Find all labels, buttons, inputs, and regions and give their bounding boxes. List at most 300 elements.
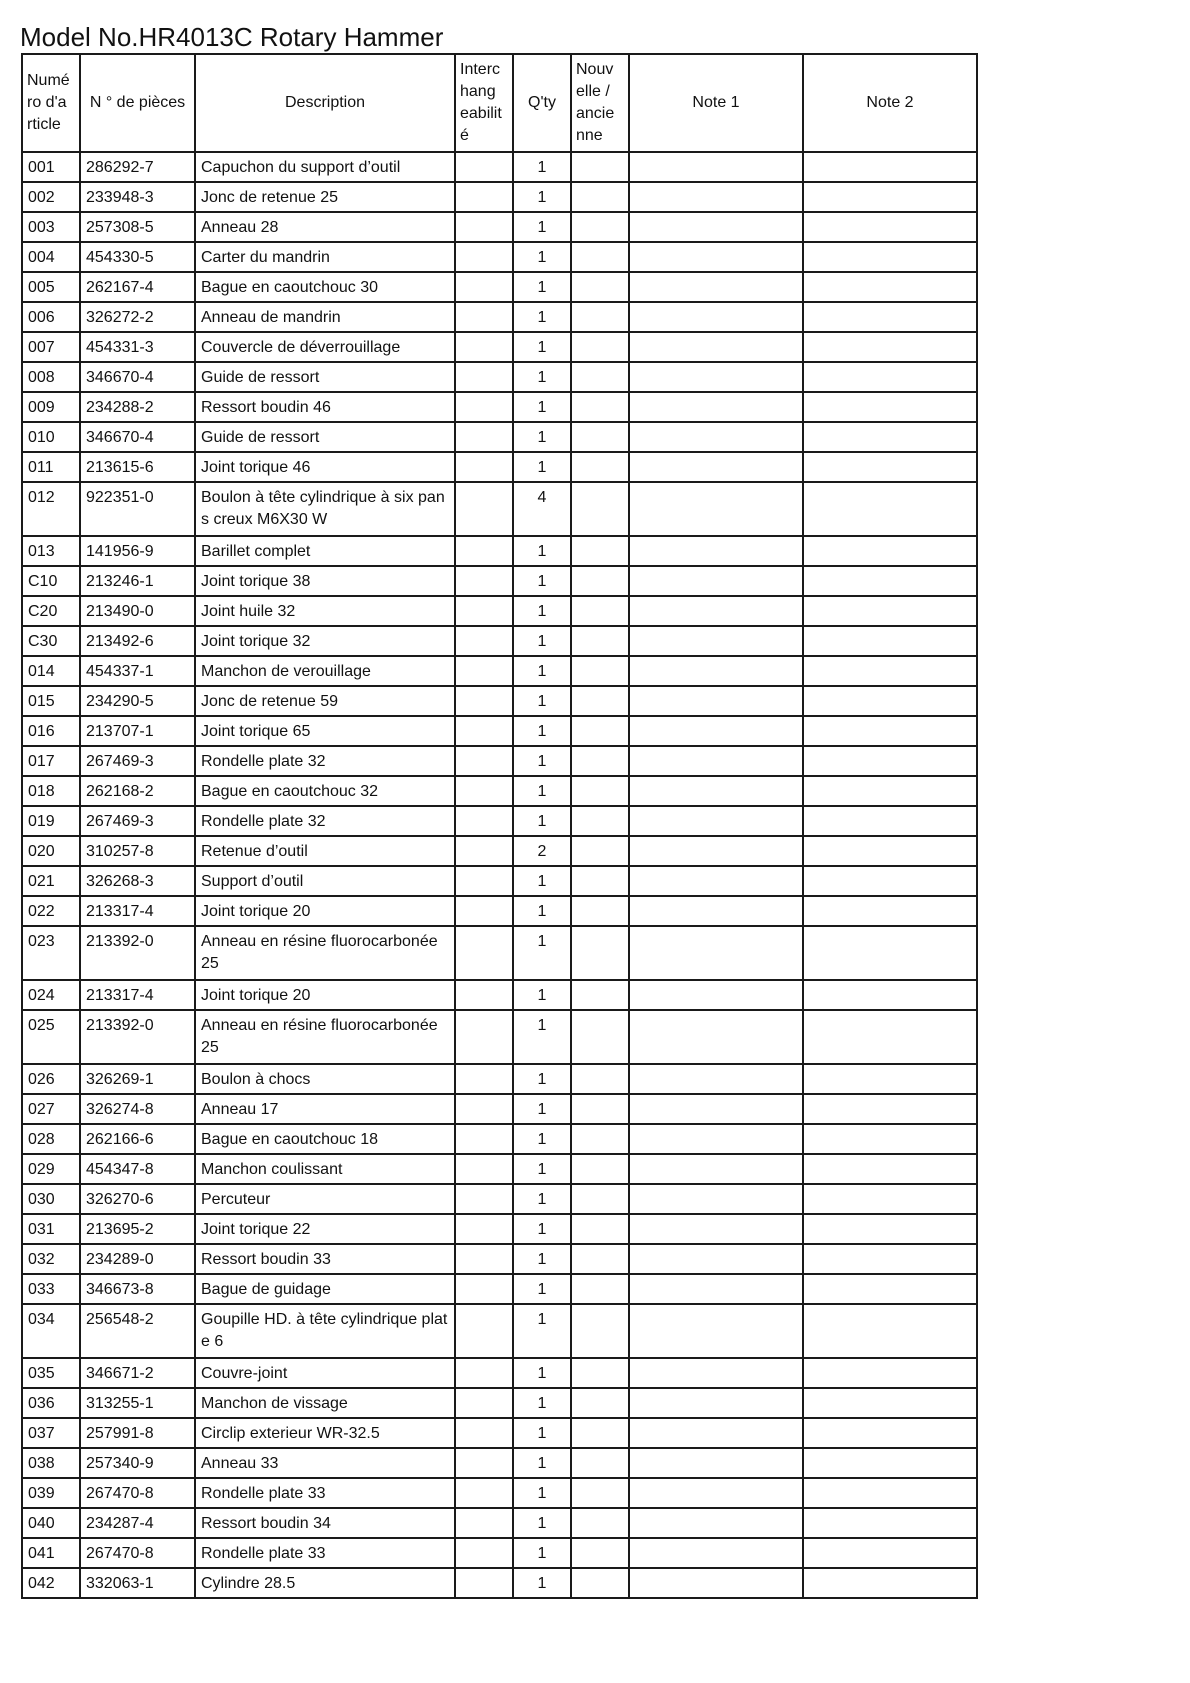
cell-description: Manchon coulissant xyxy=(195,1154,455,1184)
cell-new-old xyxy=(571,392,629,422)
cell-interchangeability xyxy=(455,182,513,212)
cell-description: Carter du mandrin xyxy=(195,242,455,272)
cell-description: Joint torique 38 xyxy=(195,566,455,596)
cell-description: Anneau en résine fluorocarbonée 25 xyxy=(195,1010,455,1064)
parts-table xyxy=(21,53,978,1599)
cell-note2 xyxy=(803,1274,977,1304)
cell-new-old xyxy=(571,362,629,392)
cell-new-old xyxy=(571,1568,629,1598)
cell-qty: 1 xyxy=(513,1508,571,1538)
cell-note2 xyxy=(803,806,977,836)
cell-new-old xyxy=(571,896,629,926)
cell-note2 xyxy=(803,896,977,926)
cell-item-no: 012 xyxy=(22,482,80,536)
header-part-no: N ° de pièces xyxy=(80,54,195,152)
cell-interchangeability xyxy=(455,1214,513,1244)
cell-description: Rondelle plate 32 xyxy=(195,806,455,836)
cell-item-no: 023 xyxy=(22,926,80,980)
cell-item-no: 034 xyxy=(22,1304,80,1358)
table-row xyxy=(22,716,977,746)
cell-note2 xyxy=(803,686,977,716)
cell-new-old xyxy=(571,1418,629,1448)
header-new-old: Nouv elle / ancie nne xyxy=(571,54,629,152)
cell-note2 xyxy=(803,776,977,806)
cell-new-old xyxy=(571,626,629,656)
cell-note1 xyxy=(629,1538,803,1568)
table-row xyxy=(22,926,977,980)
header-note2: Note 2 xyxy=(803,54,977,152)
cell-qty: 1 xyxy=(513,980,571,1010)
cell-part-no: 326269-1 xyxy=(80,1064,195,1094)
cell-interchangeability xyxy=(455,1304,513,1358)
table-row xyxy=(22,1448,977,1478)
cell-note2 xyxy=(803,1508,977,1538)
cell-note1 xyxy=(629,836,803,866)
cell-interchangeability xyxy=(455,302,513,332)
cell-note2 xyxy=(803,482,977,536)
table-row xyxy=(22,362,977,392)
cell-interchangeability xyxy=(455,1274,513,1304)
cell-note1 xyxy=(629,686,803,716)
cell-note2 xyxy=(803,272,977,302)
cell-part-no: 267469-3 xyxy=(80,806,195,836)
cell-note2 xyxy=(803,212,977,242)
cell-description: Jonc de retenue 25 xyxy=(195,182,455,212)
table-row xyxy=(22,212,977,242)
cell-note2 xyxy=(803,1448,977,1478)
cell-new-old xyxy=(571,566,629,596)
cell-interchangeability xyxy=(455,152,513,182)
cell-item-no: 009 xyxy=(22,392,80,422)
cell-description: Rondelle plate 33 xyxy=(195,1478,455,1508)
cell-new-old xyxy=(571,926,629,980)
table-row xyxy=(22,392,977,422)
table-row xyxy=(22,776,977,806)
table-header-row xyxy=(22,54,977,152)
table-row xyxy=(22,1094,977,1124)
cell-interchangeability xyxy=(455,1010,513,1064)
cell-part-no: 267469-3 xyxy=(80,746,195,776)
cell-note1 xyxy=(629,1448,803,1478)
cell-description: Anneau 33 xyxy=(195,1448,455,1478)
table-row xyxy=(22,422,977,452)
cell-new-old xyxy=(571,1064,629,1094)
table-row xyxy=(22,1568,977,1598)
cell-note1 xyxy=(629,1418,803,1448)
cell-new-old xyxy=(571,980,629,1010)
cell-new-old xyxy=(571,212,629,242)
cell-note2 xyxy=(803,926,977,980)
cell-interchangeability xyxy=(455,332,513,362)
cell-item-no: 007 xyxy=(22,332,80,362)
header-qty: Q'ty xyxy=(513,54,571,152)
cell-item-no: 032 xyxy=(22,1244,80,1274)
cell-note1 xyxy=(629,566,803,596)
cell-new-old xyxy=(571,1214,629,1244)
cell-item-no: 021 xyxy=(22,866,80,896)
cell-description: Boulon à chocs xyxy=(195,1064,455,1094)
cell-note1 xyxy=(629,626,803,656)
cell-description: Cylindre 28.5 xyxy=(195,1568,455,1598)
cell-note1 xyxy=(629,1478,803,1508)
cell-part-no: 346671-2 xyxy=(80,1358,195,1388)
cell-item-no: 011 xyxy=(22,452,80,482)
cell-item-no: 029 xyxy=(22,1154,80,1184)
cell-note1 xyxy=(629,806,803,836)
cell-qty: 1 xyxy=(513,422,571,452)
cell-part-no: 313255-1 xyxy=(80,1388,195,1418)
cell-note2 xyxy=(803,1568,977,1598)
table-row xyxy=(22,242,977,272)
cell-interchangeability xyxy=(455,1358,513,1388)
cell-item-no: C10 xyxy=(22,566,80,596)
cell-note1 xyxy=(629,1568,803,1598)
cell-item-no: 017 xyxy=(22,746,80,776)
cell-item-no: 028 xyxy=(22,1124,80,1154)
cell-part-no: 234288-2 xyxy=(80,392,195,422)
cell-note1 xyxy=(629,596,803,626)
table-row xyxy=(22,332,977,362)
cell-interchangeability xyxy=(455,716,513,746)
cell-qty: 1 xyxy=(513,926,571,980)
cell-note1 xyxy=(629,332,803,362)
table-row xyxy=(22,1244,977,1274)
cell-item-no: C30 xyxy=(22,626,80,656)
cell-item-no: 005 xyxy=(22,272,80,302)
cell-new-old xyxy=(571,1478,629,1508)
cell-note1 xyxy=(629,716,803,746)
cell-note1 xyxy=(629,896,803,926)
cell-description: Anneau de mandrin xyxy=(195,302,455,332)
cell-interchangeability xyxy=(455,482,513,536)
cell-note1 xyxy=(629,1124,803,1154)
cell-note1 xyxy=(629,242,803,272)
cell-qty: 1 xyxy=(513,896,571,926)
table-row xyxy=(22,896,977,926)
cell-item-no: 022 xyxy=(22,896,80,926)
cell-new-old xyxy=(571,1184,629,1214)
cell-note2 xyxy=(803,392,977,422)
cell-qty: 1 xyxy=(513,566,571,596)
cell-part-no: 213246-1 xyxy=(80,566,195,596)
cell-part-no: 267470-8 xyxy=(80,1478,195,1508)
cell-note1 xyxy=(629,926,803,980)
cell-item-no: 041 xyxy=(22,1538,80,1568)
cell-item-no: 015 xyxy=(22,686,80,716)
cell-qty: 1 xyxy=(513,1388,571,1418)
cell-interchangeability xyxy=(455,1154,513,1184)
cell-new-old xyxy=(571,746,629,776)
cell-interchangeability xyxy=(455,1064,513,1094)
header-note1: Note 1 xyxy=(629,54,803,152)
table-row xyxy=(22,1304,977,1358)
cell-item-no: 006 xyxy=(22,302,80,332)
cell-note2 xyxy=(803,1358,977,1388)
cell-note2 xyxy=(803,242,977,272)
cell-new-old xyxy=(571,422,629,452)
cell-note1 xyxy=(629,362,803,392)
cell-interchangeability xyxy=(455,806,513,836)
cell-part-no: 332063-1 xyxy=(80,1568,195,1598)
cell-part-no: 141956-9 xyxy=(80,536,195,566)
cell-interchangeability xyxy=(455,776,513,806)
cell-description: Percuteur xyxy=(195,1184,455,1214)
cell-qty: 1 xyxy=(513,536,571,566)
table-row xyxy=(22,1274,977,1304)
cell-qty: 1 xyxy=(513,152,571,182)
table-row xyxy=(22,1478,977,1508)
cell-new-old xyxy=(571,1538,629,1568)
cell-description: Guide de ressort xyxy=(195,362,455,392)
cell-interchangeability xyxy=(455,212,513,242)
cell-note1 xyxy=(629,1064,803,1094)
cell-qty: 4 xyxy=(513,482,571,536)
cell-note2 xyxy=(803,422,977,452)
cell-part-no: 213392-0 xyxy=(80,926,195,980)
cell-qty: 1 xyxy=(513,212,571,242)
cell-note1 xyxy=(629,1358,803,1388)
cell-qty: 1 xyxy=(513,1478,571,1508)
cell-qty: 1 xyxy=(513,362,571,392)
cell-new-old xyxy=(571,866,629,896)
cell-part-no: 346670-4 xyxy=(80,422,195,452)
cell-item-no: 024 xyxy=(22,980,80,1010)
cell-new-old xyxy=(571,332,629,362)
cell-qty: 1 xyxy=(513,1124,571,1154)
cell-description: Couvercle de déverrouillage xyxy=(195,332,455,362)
cell-interchangeability xyxy=(455,626,513,656)
cell-qty: 1 xyxy=(513,242,571,272)
cell-new-old xyxy=(571,536,629,566)
cell-new-old xyxy=(571,272,629,302)
table-row xyxy=(22,302,977,332)
cell-new-old xyxy=(571,716,629,746)
cell-note2 xyxy=(803,452,977,482)
cell-qty: 1 xyxy=(513,1154,571,1184)
cell-note2 xyxy=(803,980,977,1010)
cell-interchangeability xyxy=(455,1538,513,1568)
cell-description: Joint torique 32 xyxy=(195,626,455,656)
cell-interchangeability xyxy=(455,980,513,1010)
cell-part-no: 454330-5 xyxy=(80,242,195,272)
cell-new-old xyxy=(571,1124,629,1154)
cell-description: Manchon de vissage xyxy=(195,1388,455,1418)
cell-note1 xyxy=(629,1184,803,1214)
table-row xyxy=(22,1214,977,1244)
cell-note1 xyxy=(629,452,803,482)
cell-note2 xyxy=(803,1478,977,1508)
header-description: Description xyxy=(195,54,455,152)
cell-new-old xyxy=(571,1304,629,1358)
cell-note2 xyxy=(803,1388,977,1418)
cell-item-no: 014 xyxy=(22,656,80,686)
cell-description: Guide de ressort xyxy=(195,422,455,452)
cell-qty: 1 xyxy=(513,866,571,896)
cell-part-no: 346670-4 xyxy=(80,362,195,392)
table-row xyxy=(22,182,977,212)
table-row xyxy=(22,1010,977,1064)
cell-description: Manchon de verouillage xyxy=(195,656,455,686)
cell-note1 xyxy=(629,1388,803,1418)
cell-interchangeability xyxy=(455,1448,513,1478)
cell-new-old xyxy=(571,1358,629,1388)
cell-item-no: 036 xyxy=(22,1388,80,1418)
cell-note1 xyxy=(629,1010,803,1064)
cell-part-no: 326272-2 xyxy=(80,302,195,332)
cell-item-no: 038 xyxy=(22,1448,80,1478)
cell-new-old xyxy=(571,596,629,626)
header-item-no: Numé ro d'a rticle xyxy=(22,54,80,152)
cell-description: Joint torique 22 xyxy=(195,1214,455,1244)
cell-description: Bague en caoutchouc 30 xyxy=(195,272,455,302)
cell-item-no: 001 xyxy=(22,152,80,182)
cell-new-old xyxy=(571,1094,629,1124)
cell-new-old xyxy=(571,1508,629,1538)
cell-item-no: 003 xyxy=(22,212,80,242)
cell-part-no: 310257-8 xyxy=(80,836,195,866)
cell-interchangeability xyxy=(455,1418,513,1448)
page-title: Model No.HR4013C Rotary Hammer xyxy=(20,22,444,52)
cell-note1 xyxy=(629,182,803,212)
cell-note1 xyxy=(629,302,803,332)
cell-note1 xyxy=(629,746,803,776)
cell-description: Circlip exterieur WR-32.5 xyxy=(195,1418,455,1448)
cell-interchangeability xyxy=(455,1478,513,1508)
table-row xyxy=(22,596,977,626)
cell-note2 xyxy=(803,656,977,686)
cell-description: Joint torique 20 xyxy=(195,896,455,926)
cell-note1 xyxy=(629,776,803,806)
cell-item-no: 037 xyxy=(22,1418,80,1448)
cell-part-no: 262167-4 xyxy=(80,272,195,302)
cell-item-no: C20 xyxy=(22,596,80,626)
cell-part-no: 267470-8 xyxy=(80,1538,195,1568)
cell-qty: 1 xyxy=(513,1010,571,1064)
cell-qty: 1 xyxy=(513,596,571,626)
table-row xyxy=(22,1418,977,1448)
cell-description: Joint torique 65 xyxy=(195,716,455,746)
table-row xyxy=(22,1154,977,1184)
cell-part-no: 256548-2 xyxy=(80,1304,195,1358)
cell-item-no: 020 xyxy=(22,836,80,866)
cell-part-no: 213490-0 xyxy=(80,596,195,626)
cell-part-no: 346673-8 xyxy=(80,1274,195,1304)
cell-note2 xyxy=(803,1094,977,1124)
cell-interchangeability xyxy=(455,1124,513,1154)
cell-qty: 1 xyxy=(513,746,571,776)
cell-part-no: 922351-0 xyxy=(80,482,195,536)
cell-qty: 1 xyxy=(513,272,571,302)
table-row xyxy=(22,1124,977,1154)
cell-part-no: 234287-4 xyxy=(80,1508,195,1538)
cell-new-old xyxy=(571,776,629,806)
cell-qty: 1 xyxy=(513,332,571,362)
cell-part-no: 213707-1 xyxy=(80,716,195,746)
cell-interchangeability xyxy=(455,656,513,686)
cell-note1 xyxy=(629,1094,803,1124)
cell-part-no: 213492-6 xyxy=(80,626,195,656)
table-row xyxy=(22,1064,977,1094)
cell-description: Rondelle plate 32 xyxy=(195,746,455,776)
cell-qty: 1 xyxy=(513,1274,571,1304)
cell-interchangeability xyxy=(455,272,513,302)
cell-item-no: 018 xyxy=(22,776,80,806)
cell-item-no: 027 xyxy=(22,1094,80,1124)
cell-description: Goupille HD. à tête cylindrique plate 6 xyxy=(195,1304,455,1358)
cell-note2 xyxy=(803,866,977,896)
cell-note1 xyxy=(629,980,803,1010)
cell-interchangeability xyxy=(455,452,513,482)
cell-interchangeability xyxy=(455,686,513,716)
cell-qty: 1 xyxy=(513,1304,571,1358)
cell-new-old xyxy=(571,836,629,866)
cell-part-no: 326268-3 xyxy=(80,866,195,896)
table-row xyxy=(22,1508,977,1538)
cell-qty: 1 xyxy=(513,1448,571,1478)
cell-note2 xyxy=(803,536,977,566)
cell-interchangeability xyxy=(455,422,513,452)
cell-description: Bague en caoutchouc 18 xyxy=(195,1124,455,1154)
cell-note2 xyxy=(803,362,977,392)
cell-new-old xyxy=(571,1154,629,1184)
cell-qty: 1 xyxy=(513,716,571,746)
cell-part-no: 454331-3 xyxy=(80,332,195,362)
table-row xyxy=(22,1538,977,1568)
cell-qty: 1 xyxy=(513,1568,571,1598)
cell-note2 xyxy=(803,1418,977,1448)
cell-description: Support d’outil xyxy=(195,866,455,896)
cell-interchangeability xyxy=(455,896,513,926)
cell-part-no: 454337-1 xyxy=(80,656,195,686)
cell-qty: 1 xyxy=(513,392,571,422)
cell-part-no: 454347-8 xyxy=(80,1154,195,1184)
cell-description: Joint torique 46 xyxy=(195,452,455,482)
cell-qty: 2 xyxy=(513,836,571,866)
cell-interchangeability xyxy=(455,1094,513,1124)
cell-item-no: 013 xyxy=(22,536,80,566)
cell-description: Ressort boudin 34 xyxy=(195,1508,455,1538)
cell-new-old xyxy=(571,482,629,536)
header-interchangeability: Interc hang eabilit é xyxy=(455,54,513,152)
cell-item-no: 025 xyxy=(22,1010,80,1064)
cell-part-no: 234289-0 xyxy=(80,1244,195,1274)
cell-description: Jonc de retenue 59 xyxy=(195,686,455,716)
cell-interchangeability xyxy=(455,836,513,866)
cell-note2 xyxy=(803,626,977,656)
cell-note2 xyxy=(803,1010,977,1064)
table-row xyxy=(22,566,977,596)
cell-part-no: 257991-8 xyxy=(80,1418,195,1448)
cell-part-no: 286292-7 xyxy=(80,152,195,182)
cell-note2 xyxy=(803,596,977,626)
cell-interchangeability xyxy=(455,536,513,566)
cell-item-no: 019 xyxy=(22,806,80,836)
cell-new-old xyxy=(571,686,629,716)
cell-note2 xyxy=(803,1244,977,1274)
cell-qty: 1 xyxy=(513,452,571,482)
cell-item-no: 016 xyxy=(22,716,80,746)
cell-qty: 1 xyxy=(513,1214,571,1244)
cell-note2 xyxy=(803,566,977,596)
cell-note1 xyxy=(629,392,803,422)
cell-note2 xyxy=(803,302,977,332)
cell-interchangeability xyxy=(455,1508,513,1538)
table-row xyxy=(22,1358,977,1388)
cell-qty: 1 xyxy=(513,1244,571,1274)
cell-description: Ressort boudin 46 xyxy=(195,392,455,422)
cell-new-old xyxy=(571,1448,629,1478)
cell-qty: 1 xyxy=(513,686,571,716)
